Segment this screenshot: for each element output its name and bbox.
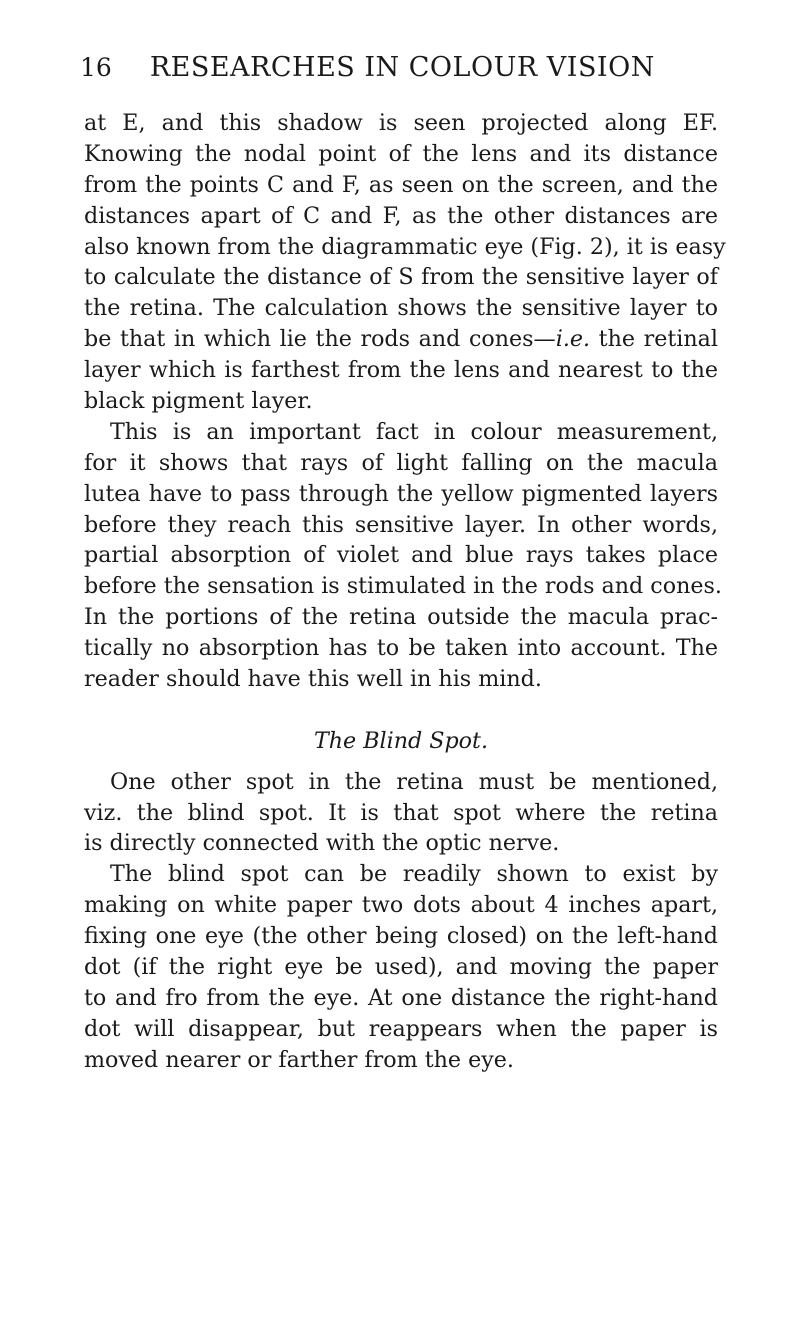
text-line: distances apart of C and F, as the other distances are — [84, 202, 718, 229]
paragraph — [84, 767, 718, 860]
text-line: also known from the diagrammatic eye (Fig. 2), it is easy — [84, 233, 726, 260]
text-line: before they reach this sensitive layer. In other words, — [84, 511, 718, 538]
text-line: Knowing the nodal point of the lens and its distance — [84, 140, 718, 167]
page-number: 16 — [80, 53, 112, 82]
text-line: tically no absorption has to be taken into account. The — [84, 635, 718, 662]
italic-abbreviation: i.e. — [555, 326, 591, 353]
text-line: to calculate the distance of S from the sensitive layer of — [84, 264, 718, 291]
text-line: black pigment layer. — [84, 388, 313, 415]
page-header — [80, 52, 720, 92]
text-line: the retina. The calculation shows the sensitive layer to — [84, 295, 718, 322]
running-head: RESEARCHES IN COLOUR VISION — [149, 52, 655, 83]
text-line: In the portions of the retina outside the macula prac- — [84, 604, 718, 631]
text-fragment: the retinal — [590, 326, 718, 353]
paragraph — [84, 417, 722, 695]
text-line — [84, 324, 718, 355]
text-line: lutea have to pass through the yellow pigmented layers — [84, 480, 718, 507]
paragraph — [84, 108, 726, 417]
section-heading: The Blind Spot. — [313, 727, 489, 754]
text-line: partial absorption of violet and blue rays takes place — [84, 542, 718, 569]
text-line: fixing one eye (the other being closed) on the left-hand — [84, 923, 718, 950]
text-line: before the sensation is stimulated in the rods and cones. — [84, 573, 722, 600]
text-line: viz. the blind spot. It is that spot where the retina — [84, 799, 718, 826]
text-line: dot will disappear, but reappears when the paper is — [84, 1015, 718, 1042]
text-line: to and fro from the eye. At one distance the right-hand — [84, 984, 718, 1011]
text-line: for it shows that rays of light falling on the macula — [84, 449, 718, 476]
text-line: at E, and this shadow is seen projected along EF. — [84, 110, 718, 136]
text-fragment: be that in which lie the rods and cones— — [84, 326, 556, 353]
text-line: reader should have this well in his mind. — [84, 666, 542, 693]
text-line: making on white paper two dots about 4 inches apart, — [84, 892, 718, 919]
text-line: dot (if the right eye be used), and moving the paper — [84, 954, 718, 981]
text-line: The blind spot can be readily shown to exist by — [110, 861, 718, 888]
text-line: from the points C and F, as seen on the screen, and the — [84, 171, 718, 198]
text-line: moved nearer or farther from the eye. — [84, 1046, 514, 1073]
paragraph — [84, 859, 718, 1075]
text-line: is directly connected with the optic nerve. — [84, 830, 560, 857]
body-text — [84, 108, 726, 1076]
text-line: layer which is farthest from the lens and nearest to the — [84, 357, 718, 384]
text-line: One other spot in the retina must be mentioned, — [110, 768, 718, 795]
text-line: This is an important fact in colour measurement, — [110, 418, 718, 445]
